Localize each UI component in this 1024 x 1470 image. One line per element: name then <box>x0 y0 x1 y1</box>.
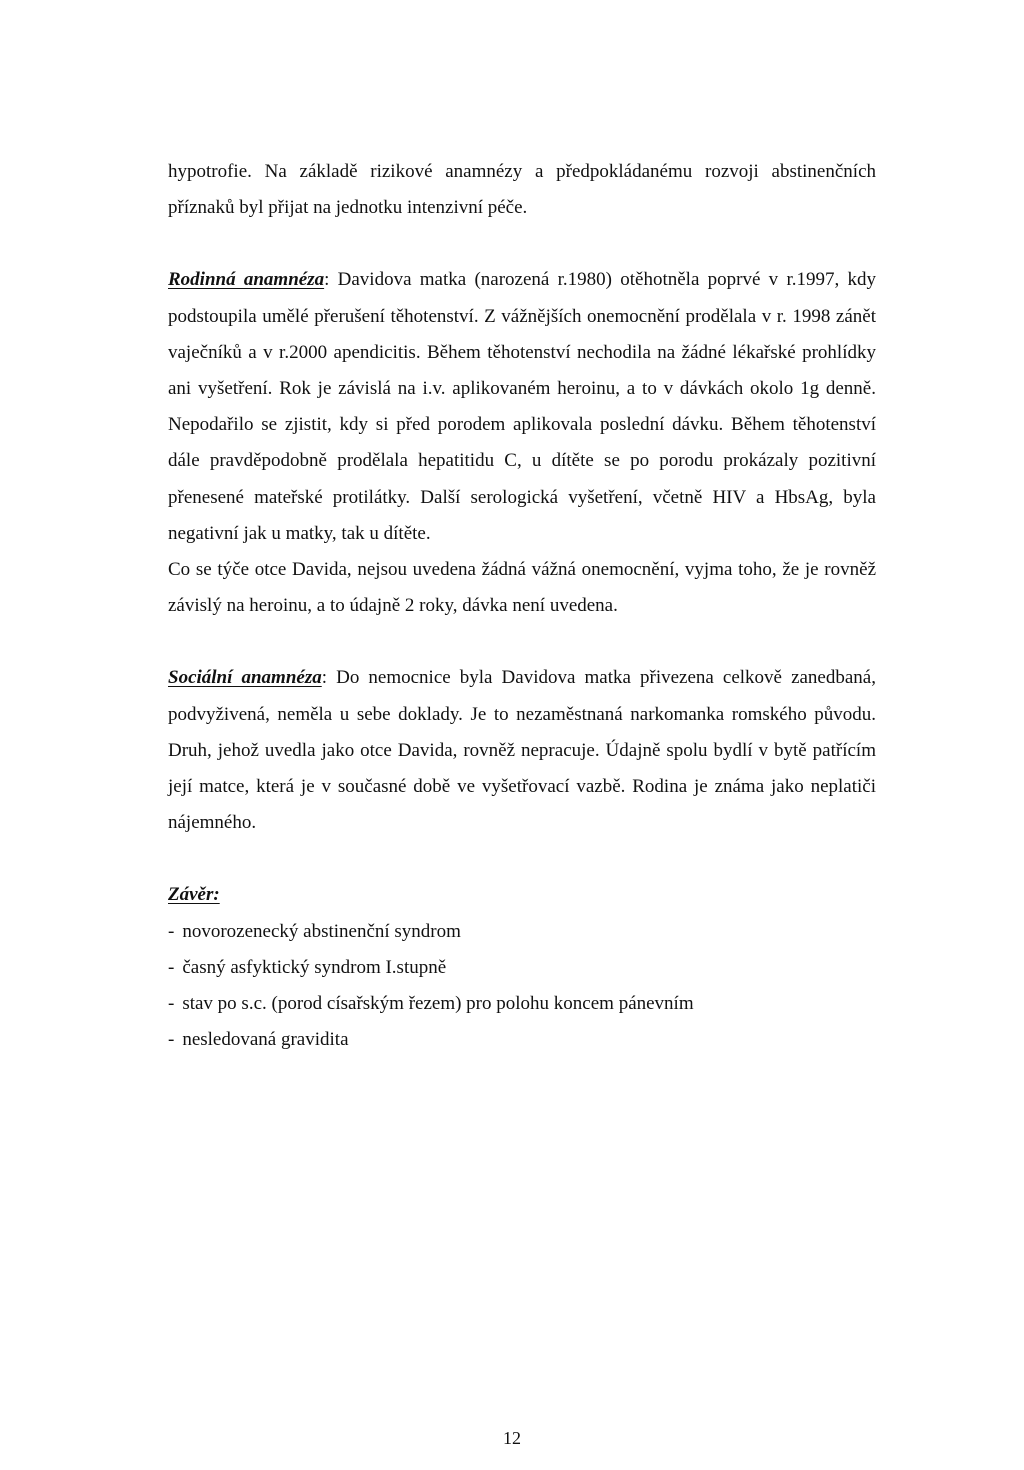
page-number: 12 <box>503 1428 521 1448</box>
paragraph-family-history <box>168 262 876 552</box>
bullet: - <box>168 956 175 978</box>
spacer <box>168 226 876 262</box>
conclusion-paragraph <box>168 877 876 913</box>
list-item-text: nesledovaná gravidita <box>182 1029 349 1051</box>
paragraph-social-history <box>168 660 876 841</box>
list-item <box>168 1022 876 1058</box>
conclusion-heading: Závěr: <box>168 884 220 906</box>
bullet: - <box>168 993 175 1015</box>
list-item <box>168 914 876 950</box>
spacer <box>168 841 876 877</box>
list-item-text: stav po s.c. (porod císařským řezem) pro polohu koncem pánevním <box>182 993 694 1015</box>
social-history-colon: : <box>321 667 328 689</box>
list-item <box>168 986 876 1022</box>
spacer <box>168 624 876 660</box>
social-history-heading: Sociální anamnéza <box>168 667 322 689</box>
bullet: - <box>168 920 175 942</box>
family-history-heading: Rodinná anamnéza <box>168 269 325 291</box>
bullet: - <box>168 1029 175 1051</box>
family-history-text: Davidova matka (narozená r.1980) otěhotněla poprvé v r.1997, kdy podstoupila umělé přerušení těhotenství. Z vážnějších onemocnění prodělala v r. 1998 zánět vaječníků a v r.2000 apendicitis. Během těhotenství nechodila na žádné lékařské prohlídky ani vyšetření. Rok je závislá na i.v. aplikovaném heroinu, a to v dávkách okolo 1g denně. Nepodařilo se zjistit, kdy si před porodem aplikovala poslední dávku. Během těhotenství dále pravděpodobně prodělala hepatitidu C, u dítěte se po porodu prokázaly pozitivní přenesené mateřské protilátky. Další serologická vyšetření, včetně HIV a HbsAg, byla negativní jak u matky, tak u dítěte. <box>168 269 876 544</box>
paragraph-intro: hypotrofie. Na základě rizikové anamnézy a předpokládanému rozvoji abstinenčních příznaků byl přijat na jednotku intenzivní péče. <box>168 161 876 219</box>
list-item-text: časný asfyktický syndrom I.stupně <box>182 956 447 978</box>
page-content <box>168 154 876 1058</box>
conclusion-list <box>168 914 876 1059</box>
social-history-text: Do nemocnice byla Davidova matka přivezena celkově zanedbaná, podvyživená, neměla u sebe doklady. Je to nezaměstnaná narkomanka romského původu. Druh, jehož uvedla jako otce Davida, rovněž nepracuje. Údajně spolu bydlí v bytě patřícím její matce, která je v současné době ve vyšetřovací vazbě. Rodina je známa jako neplatiči nájemného. <box>168 667 876 834</box>
list-item-text: novorozenecký abstinenční syndrom <box>182 920 461 942</box>
list-item <box>168 950 876 986</box>
family-history-colon: : <box>324 269 330 291</box>
paragraph-father: Co se týče otce Davida, nejsou uvedena žádná vážná onemocnění, vyjma toho, že je rovněž závislý na heroinu, a to údajně 2 roky, dávka není uvedena. <box>168 559 876 617</box>
